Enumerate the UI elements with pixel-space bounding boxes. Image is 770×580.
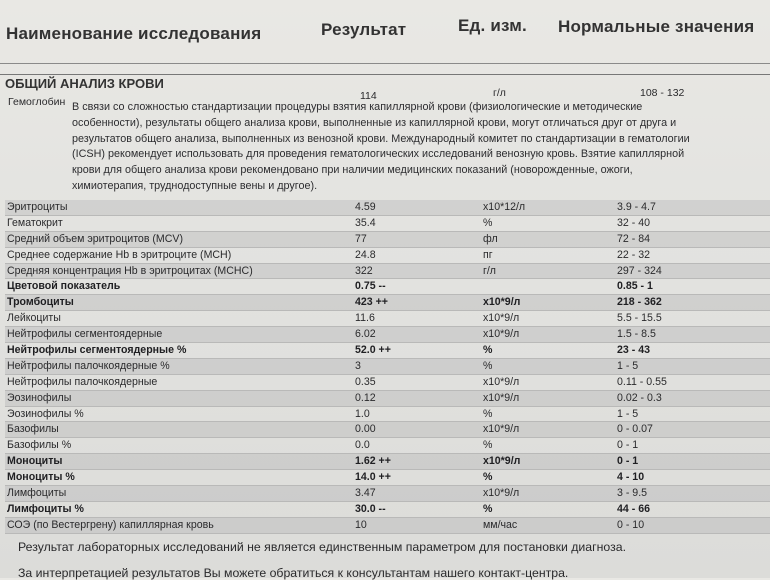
row-norm: 0 - 1: [617, 439, 639, 452]
table-row: [5, 470, 770, 486]
table-row: [5, 295, 770, 311]
column-header-unit: Ед. изм.: [458, 16, 527, 35]
table-row: [5, 248, 770, 264]
table-row: [5, 264, 770, 280]
row-norm: 23 - 43: [617, 344, 650, 357]
row-name: Лейкоциты: [7, 312, 61, 325]
row-norm: 1 - 5: [617, 359, 639, 372]
results-table: [5, 200, 770, 534]
row-norm: 297 - 324: [617, 264, 662, 277]
row-unit: пг: [483, 248, 493, 261]
row-name: Нейтрофилы палочкоядерные: [7, 375, 158, 388]
row-norm: 0.02 - 0.3: [617, 391, 662, 404]
row-norm: 72 - 84: [617, 232, 650, 245]
row-norm: 3 - 9.5: [617, 487, 648, 500]
row-result: 77: [355, 232, 367, 245]
row-name: Базофилы %: [7, 439, 72, 452]
row-result: 0.75 --: [355, 280, 386, 293]
contact-text: За интерпретацией результатов Вы можете обратиться к консультантам нашего контакт-центра.: [18, 566, 569, 580]
row-result: 322: [355, 264, 373, 277]
row-unit: %: [483, 471, 493, 484]
table-row: [5, 343, 770, 359]
column-header-norm: Нормальные значения: [558, 17, 755, 36]
row-unit: х10*9/л: [483, 423, 520, 436]
row-name: Средняя концентрация Hb в эритроцитах (MCHC): [7, 264, 253, 277]
capillary-blood-note: [72, 100, 722, 195]
row-unit: х10*9/л: [483, 296, 521, 309]
row-result: 423 ++: [355, 296, 388, 309]
row-norm: 218 - 362: [617, 296, 662, 309]
row-norm: 4 - 10: [617, 471, 645, 484]
row-name: Лимфоциты %: [7, 502, 84, 515]
row-result: 6.02: [355, 328, 376, 341]
column-header-result: Результат: [321, 20, 407, 39]
row-name: Гемоглобин: [8, 96, 66, 108]
note-line: (ICSH) рекомендует использовать для проведения гематологических исследований венозную кровь. Взятие капиллярной: [72, 148, 685, 161]
row-name: Эозинофилы: [7, 391, 72, 404]
table-row: [5, 518, 770, 534]
row-name: Моноциты %: [7, 471, 75, 484]
table-row: [5, 279, 770, 295]
table-row: [5, 486, 770, 502]
row-result: 0.00: [355, 423, 376, 436]
row-unit: мм/час: [483, 518, 518, 531]
row-unit: х10*9/л: [483, 375, 520, 388]
row-result: 10: [355, 518, 367, 531]
note-line: химиотерапия, труднодоступные вены и другое).: [72, 179, 318, 192]
row-name: Тромбоциты: [7, 296, 74, 309]
table-row: [5, 438, 770, 454]
row-unit: х10*12/л: [483, 201, 526, 213]
note-line: крови для общего анализа крови рекомендовано при наличии медицинских показаний (новорожденные, ожоги,: [72, 164, 633, 177]
note-line: особенности), результаты общего анализа крови, выполненные из капиллярной крови, могут отличаться друг от друга и: [72, 116, 677, 129]
table-row: [5, 454, 770, 470]
row-norm: 22 - 32: [617, 248, 650, 261]
row-result: 3.47: [355, 487, 376, 500]
row-name: Среднее содержание Hb в эритроците (MCH): [7, 248, 232, 261]
row-result: 114: [360, 90, 377, 102]
column-header-name: Наименование исследования: [6, 24, 262, 43]
row-norm: 0.11 - 0.55: [617, 375, 667, 388]
row-norm: 1 - 5: [617, 407, 639, 420]
row-result: 0.12: [355, 391, 376, 404]
row-unit: х10*9/л: [483, 391, 520, 404]
row-name: Нейтрофилы сегментоядерные %: [7, 344, 187, 357]
row-name: Лимфоциты: [7, 487, 67, 500]
row-norm: 0 - 0.07: [617, 423, 653, 436]
row-name: Гематокрит: [7, 216, 63, 229]
disclaimer-text: Результат лабораторных исследований не является единственным параметром для постановки диагноза.: [18, 540, 626, 554]
table-row: [5, 232, 770, 248]
table-row: [5, 391, 770, 407]
row-result: 0.35: [355, 375, 376, 388]
note-line: результатов общего анализа, выполненных из венозной крови. Международный комитет по стандартизации в гематологии: [72, 132, 690, 145]
row-result: 24.8: [355, 248, 376, 261]
row-name: Эритроциты: [7, 201, 68, 213]
row-norm: 32 - 40: [617, 216, 650, 229]
row-name: Моноциты: [7, 455, 63, 468]
section-title: ОБЩИЙ АНАЛИЗ КРОВИ: [5, 76, 164, 91]
row-unit: х10*9/л: [483, 455, 521, 468]
row-norm: 0 - 1: [617, 455, 639, 468]
row-name: Нейтрофилы палочкоядерные %: [7, 359, 170, 372]
row-unit: фл: [483, 232, 498, 245]
table-row: [5, 502, 770, 518]
row-norm: 3.9 - 4.7: [617, 201, 656, 213]
table-row: [5, 422, 770, 438]
table-row: [5, 407, 770, 423]
row-unit: х10*9/л: [483, 487, 520, 500]
row-result: 0.0: [355, 439, 370, 452]
row-norm: 0 - 10: [617, 518, 645, 531]
row-unit: х10*9/л: [483, 312, 520, 325]
row-norm: 44 - 66: [617, 502, 650, 515]
row-norm: 1.5 - 8.5: [617, 328, 656, 341]
divider: [0, 74, 770, 75]
row-result: 52.0 ++: [355, 344, 391, 357]
row-unit: г/л: [483, 264, 496, 277]
row-result: 30.0 --: [355, 502, 386, 515]
row-norm: 108 - 132: [640, 87, 685, 99]
row-name: Средний объем эритроцитов (MCV): [7, 232, 183, 245]
table-row: [5, 311, 770, 327]
row-unit: %: [483, 344, 493, 357]
row-norm: 5.5 - 15.5: [617, 312, 662, 325]
table-row: [5, 200, 770, 216]
row-unit: х10*9/л: [483, 328, 520, 341]
table-row: [5, 359, 770, 375]
table-row: [5, 375, 770, 391]
row-result: 35.4: [355, 216, 376, 229]
row-name: Цветовой показатель: [7, 280, 121, 293]
row-result: 14.0 ++: [355, 471, 391, 484]
row-unit: %: [483, 439, 493, 452]
row-name: Эозинофилы %: [7, 407, 84, 420]
table-row: [5, 327, 770, 343]
row-name: СОЭ (по Вестергрену) капиллярная кровь: [7, 518, 214, 531]
divider: [0, 63, 770, 64]
row-result: 4.59: [355, 201, 376, 213]
row-result: 1.62 ++: [355, 455, 391, 468]
row-result: 11.6: [355, 312, 375, 325]
row-unit: %: [483, 216, 493, 229]
table-row: [5, 216, 770, 232]
row-unit: %: [483, 502, 493, 515]
row-name: Нейтрофилы сегментоядерные: [7, 328, 163, 341]
row-unit: г/л: [493, 87, 506, 99]
row-unit: %: [483, 407, 493, 420]
row-norm: 0.85 - 1: [617, 280, 653, 293]
row-result: 3: [355, 359, 361, 372]
row-name: Базофилы: [7, 423, 59, 436]
row-unit: %: [483, 359, 493, 372]
table-header: [0, 0, 770, 62]
note-line: В связи со сложностью стандартизации процедуры взятия капиллярной крови (физиологические и методические: [72, 101, 643, 113]
row-result: 1.0: [355, 407, 370, 420]
